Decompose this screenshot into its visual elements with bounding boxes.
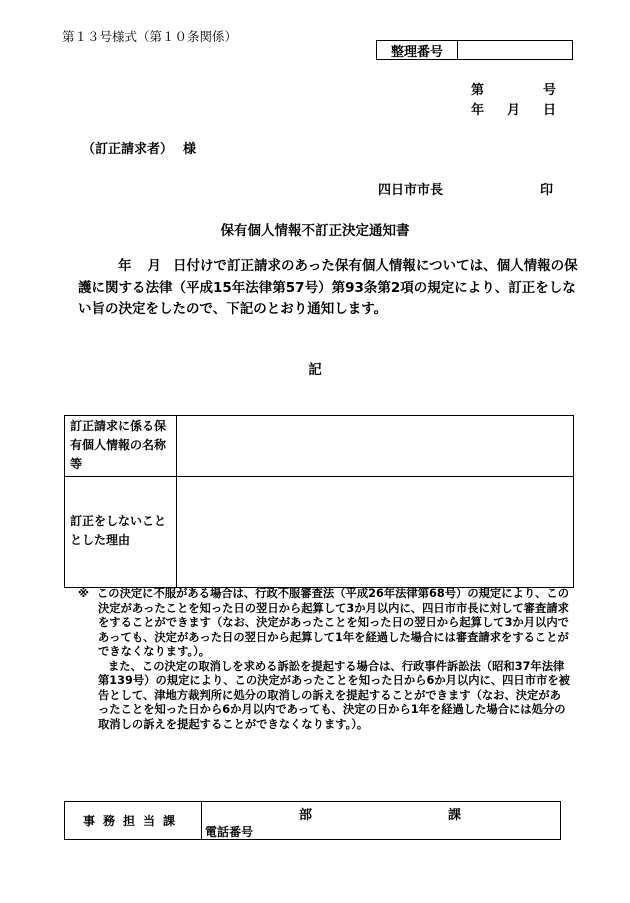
body-month: 月 (147, 258, 161, 274)
seal-mark: 印 (540, 183, 554, 198)
document-body (78, 256, 578, 321)
doc-number-prefix: 第 (471, 83, 485, 98)
date-month: 月 (507, 103, 521, 118)
row1-value[interactable] (177, 416, 573, 476)
contact-table (64, 801, 561, 840)
body-year: 年 (118, 258, 132, 274)
reference-number-label: 整理番号 (377, 41, 458, 59)
document-title: 保有個人情報不訂正決定通知書 (220, 223, 410, 239)
notes (78, 587, 570, 732)
note-paragraph-1 (78, 587, 570, 660)
body-text: 日付けで訂正請求のあった保有個人情報については、個人情報の保護に関する法律（平成15年法律第57号）第93条第2項の規定により、訂正をしない旨の決定をしたので、下記のとおり通知します。 (78, 258, 578, 317)
ka-label: 課 (448, 808, 462, 823)
date-year: 年 (471, 103, 485, 118)
note-paragraph-2: また、この決定の取消しを求める訴訟を提起する場合は、行政事件訴訟法（昭和37年法律第139号）の規定により、この決定があったことを知った日から6か月以内に、四日市市を被告として、津地方裁判所に処分の取消しの訴えを提起することができます（なお、決定があったことを知った日から6か月以内であっても、決定の日から1年を経過した場合には処分の取消しの訴えを提起することができなくなります。）。 (98, 659, 570, 731)
doc-number-suffix: 号 (543, 83, 557, 98)
table-row (65, 476, 573, 587)
requester-honorific: 様 (183, 142, 197, 157)
row2-label: 訂正をしないこととした理由 (65, 476, 177, 587)
row1-label: 訂正請求に係る保有個人情報の名称等 (65, 416, 177, 476)
requester-label: （訂正請求者） (82, 142, 174, 157)
note-mark: ※ (78, 587, 89, 600)
reference-number-field[interactable] (458, 41, 572, 59)
row2-value[interactable] (177, 476, 573, 587)
ki-heading: 記 (308, 362, 322, 378)
sender-name: 四日市市長 (378, 183, 444, 198)
form-number: 第１３号様式（第１０条関係） (62, 29, 238, 44)
contact-details (201, 802, 560, 839)
date-day: 日 (543, 103, 557, 118)
details-table (64, 415, 574, 588)
table-row (65, 416, 573, 477)
reference-number-box (376, 40, 573, 60)
section-label: 事務担当課 (65, 802, 202, 839)
bu-label: 部 (299, 808, 313, 823)
note-text-1: この決定に不服がある場合は、行政不服審査法（平成26年法律第68号）の規定により、この決定があったことを知った日の翌日から起算して3か月以内に、四日市市長に対して審査請求をすることができます（なお、決定があったことを知った日の翌日から起算して3か月以内であっても、決定があった日の翌日から起算して1年を経過した場合には審査請求をすることができなくなります。）。 (96, 587, 570, 658)
phone-label: 電話番号 (205, 825, 254, 839)
